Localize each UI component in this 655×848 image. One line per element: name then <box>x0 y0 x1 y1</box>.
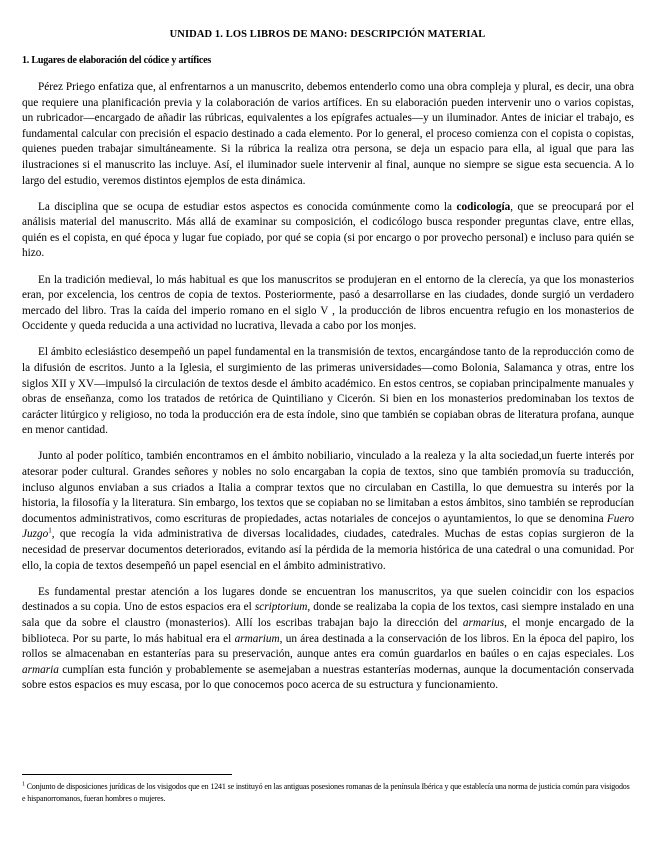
footnote-reference[interactable]: 1 <box>48 526 52 535</box>
paragraph-6-text-c: , el monje encargado de la biblioteca. Por su parte, lo más habitual era el <box>22 616 634 645</box>
paragraph-1 <box>22 80 634 189</box>
paragraph-5 <box>22 449 634 574</box>
paragraph-4 <box>22 345 634 439</box>
paragraph-2 <box>22 200 634 262</box>
armarius-term: armarius <box>462 616 505 629</box>
armaria-term: armaria <box>22 663 59 676</box>
fuero-juzgo-term: Fuero Juzgo <box>22 512 634 541</box>
armarium-term: armarium <box>234 632 280 645</box>
paragraph-5-text-b: , que recogía la vida administrativa de diversas localidades, ciudades, catedrales. Muchas de estas copias surgieron de la necesidad de preservar documentos deteriorados, evitando así la pérdida de la memoria histórica de una catedral o una comunidad. Por ello, la copia de textos desempeñó un papel esencial en el ámbito administrativo. <box>22 528 634 572</box>
paragraph-4-text: El ámbito eclesiástico desempeñó un papel fundamental en la transmisión de textos, encargándose tanto de la reproducción como de la difusión de escritos. Junto a la Iglesia, el surgimiento de las primeras universidades—como Bolonia, Salamanca y otras, entre los siglos XII y XV—impulsó la circulación de textos desde el ámbito académico. En estos centros, se copiaban principalmente manuales y obras de enseñanza, como los tratados de retórica de Quintiliano y Cicerón. Si bien en los monasterios predominaban los textos de carácter litúrgico y religioso, no toda la producción era de esta índole, sino que también se copiaban obras de literatura profana, aunque en menor cantidad. <box>22 346 635 437</box>
paragraph-6-text-d: , un área destinada a la conservación de los libros. En la época del papiro, los rollos se almacenaban en estanterías para su preservación, aunque antes era común guardarlos en baúles o en cajas especiales. Los <box>22 632 634 661</box>
footnote-divider <box>22 774 232 775</box>
paragraph-2-text-a: La disciplina que se ocupa de estudiar estos aspectos es conocida comúnmente como la <box>38 200 457 213</box>
paragraph-1-text: Pérez Priego enfatiza que, al enfrentarnos a un manuscrito, debemos entenderlo como una obra compleja y plural, es decir, una obra que requiere una planificación previa y la colaboración de varios artífices. En su elaboración pueden intervenir uno o varios copistas, un rubricador—encargado de añadir las rúbricas, equivalentes a los epígrafes actuales—y un iluminador. Antes de iniciar el trabajo, es fundamental calcular con precisión el espacio destinado a cada elemento. Por lo general, el proceso comienza con el copista o copistas, quienes pueden trabajar simultáneamente. Si la rúbrica la realiza otra persona, se deja un espacio para ella, al igual que para las ilustraciones si el manuscrito las incluye. Así, el iluminador suele intervenir al final, aunque no siempre se sigue esta secuencia. A lo largo del estudio, veremos distintos ejemplos de esta dinámica. <box>22 81 634 187</box>
scriptorium-term: scriptorium <box>254 601 308 614</box>
body-text <box>22 80 634 694</box>
paragraph-6-text-a: Es fundamental prestar atención a los lugares donde se encuentran los manuscritos, ya que suelen coincidir con los espacios destinados a su copia. Uno de estos espacios era el <box>22 585 634 614</box>
footnote-number: 1 <box>22 781 25 788</box>
paragraph-5-text-a: Junto al poder político, también encontramos en el ámbito nobiliario, vinculado a la realeza y la alta sociedad,un fuerte interés por atesorar poder cultural. Grandes señores y nobles no solo encargaban la copia de textos, sino que también promovía su traducción, incluso algunos enviaban a sus criados a Italia a comprar textos que no circulaban en Castilla, lo que demuestra su interés por la historia, la filosofía y la literatura. Sin embargo, los textos que se copiaban no se limitaban a estos ámbitos, sino también se reproducían documentos administrativos, como escrituras de propiedades, actas notariales de concejos o ayuntamientos, lo que se denomina <box>22 450 634 525</box>
paragraph-6-text-e: cumplían esta función y probablemente se asemejaban a nuestras estanterías modernas, aunque la documentación conservada sobre estos espacios es muy escasa, por lo que conocemos poco acerca de su estructura y funcionamiento. <box>22 663 634 692</box>
page-title: UNIDAD 1. LOS LIBROS DE MANO: DESCRIPCIÓN MATERIAL <box>169 29 486 40</box>
codicologia-term: codicología <box>456 200 511 213</box>
footnote <box>22 781 634 804</box>
footnote-text: Conjunto de disposiciones jurídicas de los visigodos que en 1241 se instituyó en las antiguas posesiones romanas de la península Ibérica y que establecía una norma de justicia común para visigodos e hispanorromanos, fueran hombres o mujeres. <box>22 782 630 803</box>
paragraph-6 <box>22 585 634 694</box>
paragraph-2-text-b: , que se preocupará por el análisis material del manuscrito. Más allá de examinar su composición, el codicólogo busca responder preguntas clave, entre ellas, quién es el copista, en qué época y lugar fue copiado, por qué se copia (si por encargo o por provecho personal) e incluso para quién se hizo. <box>22 200 634 260</box>
paragraph-3-text: En la tradición medieval, lo más habitual es que los manuscritos se produjeran en el entorno de la clerecía, ya que los monasterios eran, por excelencia, los centros de copia de textos. Posteriormente, pasó a desarrollarse en las ciudades, donde surgió un verdadero mercado del libro. Tras la caída del imperio romano en el siglo V , la producción de libros encuentra refugio en los monasterios de Occidente y queda reducida a una actividad no lucrativa, llevada a cabo por los monjes. <box>22 273 634 333</box>
paragraph-6-text-b: , donde se realizaba la copia de los textos, casi siempre instalado en una sala que da sobre el claustro (monasterios). Allí los escribas trabajan bajo la dirección del <box>22 601 635 629</box>
section-heading: 1. Lugares de elaboración del códice y artífices <box>22 55 212 66</box>
paragraph-3 <box>22 273 634 335</box>
